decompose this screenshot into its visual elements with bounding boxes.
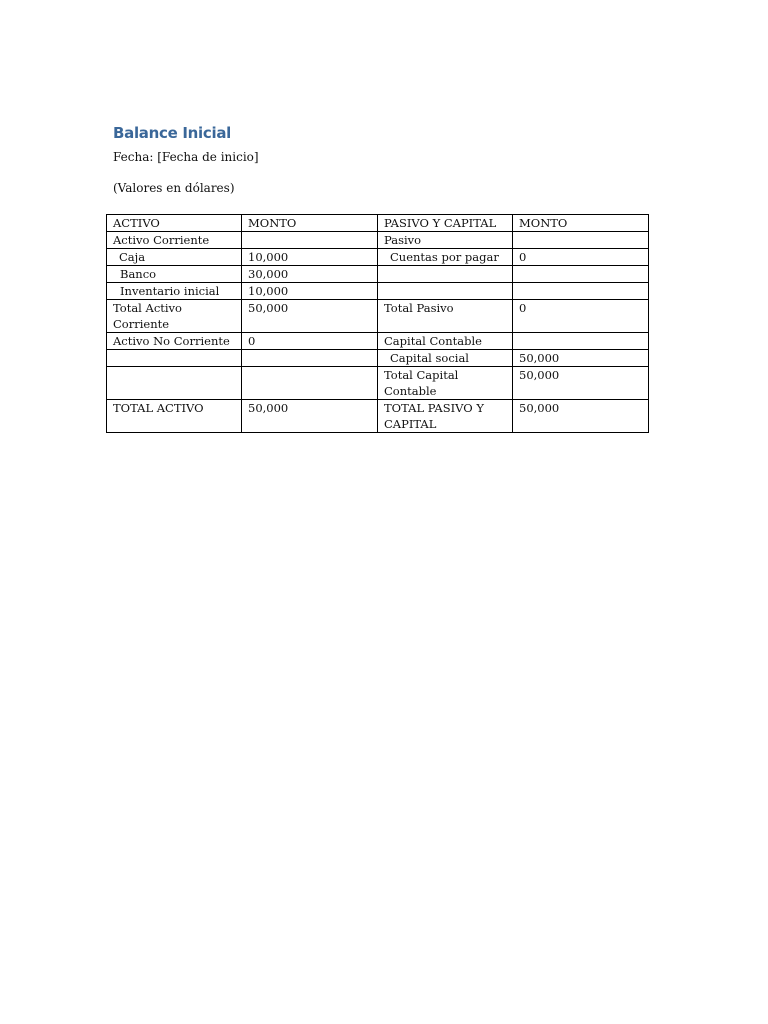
header-assets-amount: MONTO bbox=[242, 215, 378, 232]
liability-label bbox=[378, 283, 513, 300]
table-row bbox=[107, 367, 649, 400]
document-title: Balance Inicial bbox=[113, 124, 231, 142]
header-liabilities-equity: PASIVO Y CAPITAL bbox=[378, 215, 513, 232]
asset-label: Activo No Corriente bbox=[107, 333, 242, 350]
liability-amount bbox=[513, 266, 649, 283]
table-row bbox=[107, 350, 649, 367]
balance-table bbox=[106, 214, 649, 433]
liability-amount bbox=[513, 333, 649, 350]
liability-label: Pasivo bbox=[378, 232, 513, 249]
asset-amount: 0 bbox=[242, 333, 378, 350]
asset-label: Total Activo Corriente bbox=[107, 300, 242, 333]
liability-amount bbox=[513, 283, 649, 300]
liability-amount: 0 bbox=[513, 249, 649, 266]
asset-amount: 50,000 bbox=[242, 400, 378, 433]
liability-amount: 50,000 bbox=[513, 367, 649, 400]
liability-amount bbox=[513, 232, 649, 249]
asset-label: Caja bbox=[107, 249, 242, 266]
asset-label: Banco bbox=[107, 266, 242, 283]
table-row bbox=[107, 283, 649, 300]
asset-amount: 10,000 bbox=[242, 249, 378, 266]
units-line: (Valores en dólares) bbox=[113, 181, 235, 195]
liability-label: Cuentas por pagar bbox=[378, 249, 513, 266]
liability-amount: 50,000 bbox=[513, 400, 649, 433]
liability-label: Total Pasivo bbox=[378, 300, 513, 333]
asset-amount bbox=[242, 350, 378, 367]
liability-label: TOTAL PASIVO Y CAPITAL bbox=[378, 400, 513, 433]
table-row bbox=[107, 232, 649, 249]
table-row bbox=[107, 333, 649, 350]
asset-label: TOTAL ACTIVO bbox=[107, 400, 242, 433]
table-row bbox=[107, 249, 649, 266]
liability-label: Total Capital Contable bbox=[378, 367, 513, 400]
asset-label: Activo Corriente bbox=[107, 232, 242, 249]
liability-amount: 0 bbox=[513, 300, 649, 333]
header-assets: ACTIVO bbox=[107, 215, 242, 232]
liability-label: Capital social bbox=[378, 350, 513, 367]
table-header-row bbox=[107, 215, 649, 232]
asset-label: Inventario inicial bbox=[107, 283, 242, 300]
liability-label: Capital Contable bbox=[378, 333, 513, 350]
date-line: Fecha: [Fecha de inicio] bbox=[113, 150, 259, 164]
table-row bbox=[107, 266, 649, 283]
asset-amount bbox=[242, 367, 378, 400]
asset-amount bbox=[242, 232, 378, 249]
asset-label bbox=[107, 350, 242, 367]
asset-amount: 10,000 bbox=[242, 283, 378, 300]
asset-amount: 30,000 bbox=[242, 266, 378, 283]
asset-amount: 50,000 bbox=[242, 300, 378, 333]
table-row bbox=[107, 300, 649, 333]
liability-amount: 50,000 bbox=[513, 350, 649, 367]
asset-label bbox=[107, 367, 242, 400]
table-row bbox=[107, 400, 649, 433]
liability-label bbox=[378, 266, 513, 283]
header-liabilities-amount: MONTO bbox=[513, 215, 649, 232]
